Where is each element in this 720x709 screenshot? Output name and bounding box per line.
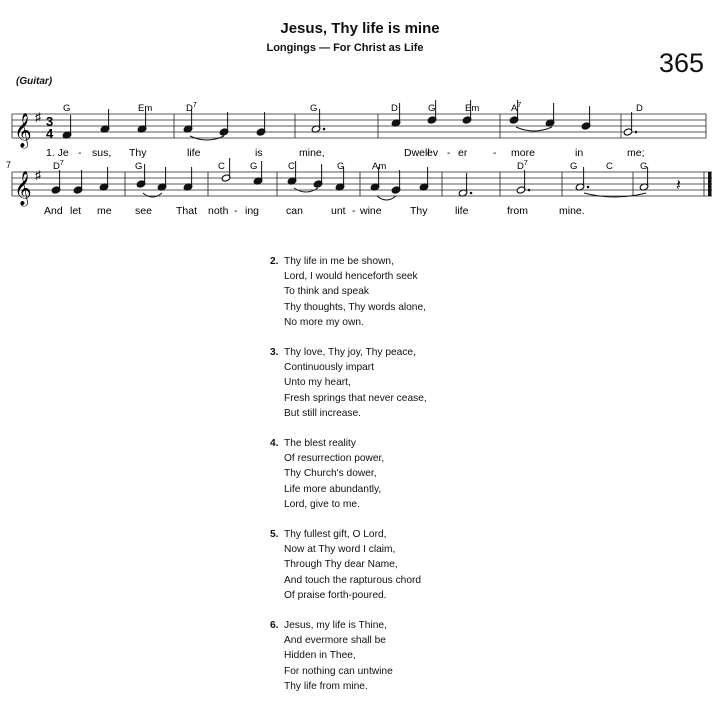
verse-line: No more my own. — [284, 316, 364, 328]
chord-symbol: C — [606, 161, 613, 172]
chord-symbol: Em — [465, 103, 480, 114]
verse-stanza — [270, 254, 427, 330]
verse-number: 4. — [270, 438, 279, 450]
chord-symbol: D — [636, 103, 643, 114]
chord-symbol: G — [135, 161, 143, 172]
verse-line: Thy fullest gift, O Lord, — [284, 529, 387, 541]
lyric-syllable: mine, — [299, 147, 325, 159]
chord-symbol: $A^7$ — [511, 102, 522, 114]
verse-stanza — [270, 618, 427, 694]
lyric-syllable: life — [455, 205, 469, 217]
note-dot — [470, 192, 473, 195]
lyric-syllable: mine. — [559, 205, 585, 217]
lyric-syllable: from — [507, 205, 528, 217]
slur — [516, 127, 552, 131]
key-signature-sharp: ♯ — [35, 110, 41, 124]
lyric-syllable: wine — [360, 205, 382, 217]
verse-number: 2. — [270, 256, 279, 267]
verse-line: Thy thoughts, Thy words alone, — [284, 301, 426, 313]
chord-symbol: C — [288, 161, 295, 172]
verse-line: Lord, I would henceforth seek — [284, 271, 418, 283]
verse-line: Through Thy dear Name, — [284, 559, 398, 571]
lyric-syllable: sus, — [92, 147, 112, 159]
note-dot — [323, 128, 326, 131]
verse-line: Of praise forth-poured. — [284, 589, 387, 601]
lyric-syllable: more — [511, 147, 535, 159]
verse-line: For nothing can untwine — [284, 665, 393, 677]
verse-line: And evermore shall be — [284, 635, 386, 647]
lyric-syllable: unt — [331, 205, 346, 217]
verse-line: Thy love, Thy joy, Thy peace, — [284, 347, 416, 359]
lyric-syllable: Dwell — [404, 147, 430, 159]
verse-line: Jesus, my life is Thine, — [284, 620, 387, 632]
chord-symbol: G — [640, 161, 648, 172]
lyric-syllable: That — [176, 205, 198, 217]
treble-clef-icon: 𝄞 — [14, 172, 32, 205]
lyric-syllable: let — [70, 205, 82, 217]
verse-line: Thy Church's dower, — [284, 468, 377, 480]
slur — [377, 196, 396, 200]
lyric-syllable: 1. Je — [46, 147, 69, 159]
chord-symbol: $D^7$ — [53, 160, 64, 172]
verse-number: 5. — [270, 529, 279, 541]
verse-line: Continuously impart — [284, 362, 375, 374]
lyric-syllable: - — [234, 205, 238, 217]
verse-line: Fresh springs that never cease, — [284, 392, 427, 404]
hymn-number: 365 — [658, 48, 704, 78]
lyrics-line-1 — [46, 147, 645, 159]
verse-line: Lord, give to me. — [284, 498, 360, 510]
chord-symbol: D — [391, 103, 398, 114]
chord-symbols-line-1 — [63, 102, 643, 114]
lyric-syllable: - — [447, 147, 451, 159]
lyric-syllable: ev — [427, 147, 439, 159]
chord-symbol: $D^7$ — [517, 160, 528, 172]
note-dot — [528, 189, 531, 192]
lyric-syllable: noth — [208, 205, 229, 217]
verse-line: And touch the rapturous chord — [284, 574, 422, 586]
note-dot — [587, 186, 590, 189]
lyric-syllable: ing — [245, 205, 260, 217]
lyric-syllable: Thy — [129, 147, 147, 159]
chord-symbol: Em — [138, 103, 153, 114]
instrument-label: (Guitar) — [16, 76, 53, 87]
lyric-syllable: see — [135, 205, 152, 217]
chord-symbol: G — [310, 103, 318, 114]
verse-stanza — [270, 345, 427, 421]
verse-line: The blest reality — [284, 438, 356, 450]
lyric-syllable: And — [44, 205, 63, 217]
notes-line-2 — [51, 158, 681, 200]
hymn-title: Jesus, Thy life is mine — [280, 20, 440, 37]
lyric-syllable: is — [255, 147, 263, 159]
verse-line: Life more abundantly, — [284, 483, 382, 495]
lyrics-line-2 — [44, 205, 585, 217]
verse-line: Thy life from mine. — [284, 680, 368, 692]
time-signature-bottom: 4 — [46, 126, 54, 141]
staff-system-2 — [6, 158, 712, 217]
hymn-subtitle: Longings — For Christ as Life — [266, 42, 424, 54]
verse-line: Unto my heart, — [284, 377, 351, 389]
verse-line: Now at Thy word I claim, — [284, 544, 396, 556]
sheet-music-score — [0, 92, 720, 232]
chord-symbols-line-2 — [53, 160, 647, 172]
verse-line: Thy life in me be shown, — [284, 256, 394, 267]
chord-symbol: G — [337, 161, 345, 172]
chord-symbol: G — [250, 161, 258, 172]
lyric-syllable: me — [97, 205, 112, 217]
lyric-syllable: er — [458, 147, 468, 159]
chord-symbol: $D^7$ — [186, 102, 197, 114]
lyric-syllable: - — [352, 205, 356, 217]
lyric-syllable: Thy — [410, 205, 428, 217]
lyric-syllable: - — [493, 147, 497, 159]
measure-number: 7 — [6, 160, 12, 170]
staff-system-1 — [12, 100, 706, 159]
verses-block — [270, 254, 427, 709]
chord-symbol: G — [428, 103, 436, 114]
lyric-syllable: can — [286, 205, 303, 217]
verse-number: 3. — [270, 347, 279, 359]
chord-symbol: G — [570, 161, 578, 172]
verse-stanza — [270, 436, 427, 512]
verse-line: To think and speak — [284, 286, 369, 298]
verse-line: Of resurrection power, — [284, 453, 385, 465]
key-signature-sharp: ♯ — [35, 168, 41, 182]
chord-symbol: Am — [372, 161, 387, 172]
time-signature-top: 3 — [46, 114, 54, 129]
verse-line: But still increase. — [284, 407, 362, 419]
lyric-syllable: - — [78, 147, 82, 159]
lyric-syllable: life — [187, 147, 201, 159]
final-barline — [708, 172, 712, 196]
quarter-rest-icon: 𝄽 — [676, 177, 681, 194]
treble-clef-icon: 𝄞 — [14, 114, 32, 147]
lyric-syllable: me; — [627, 147, 645, 159]
verse-number: 6. — [270, 620, 279, 632]
lyric-syllable: in — [575, 147, 584, 159]
chord-symbol: G — [63, 103, 71, 114]
verse-line: Hidden in Thee, — [284, 650, 356, 662]
chord-symbol: C — [218, 161, 225, 172]
verse-stanza — [270, 527, 427, 603]
note-dot — [635, 131, 638, 134]
